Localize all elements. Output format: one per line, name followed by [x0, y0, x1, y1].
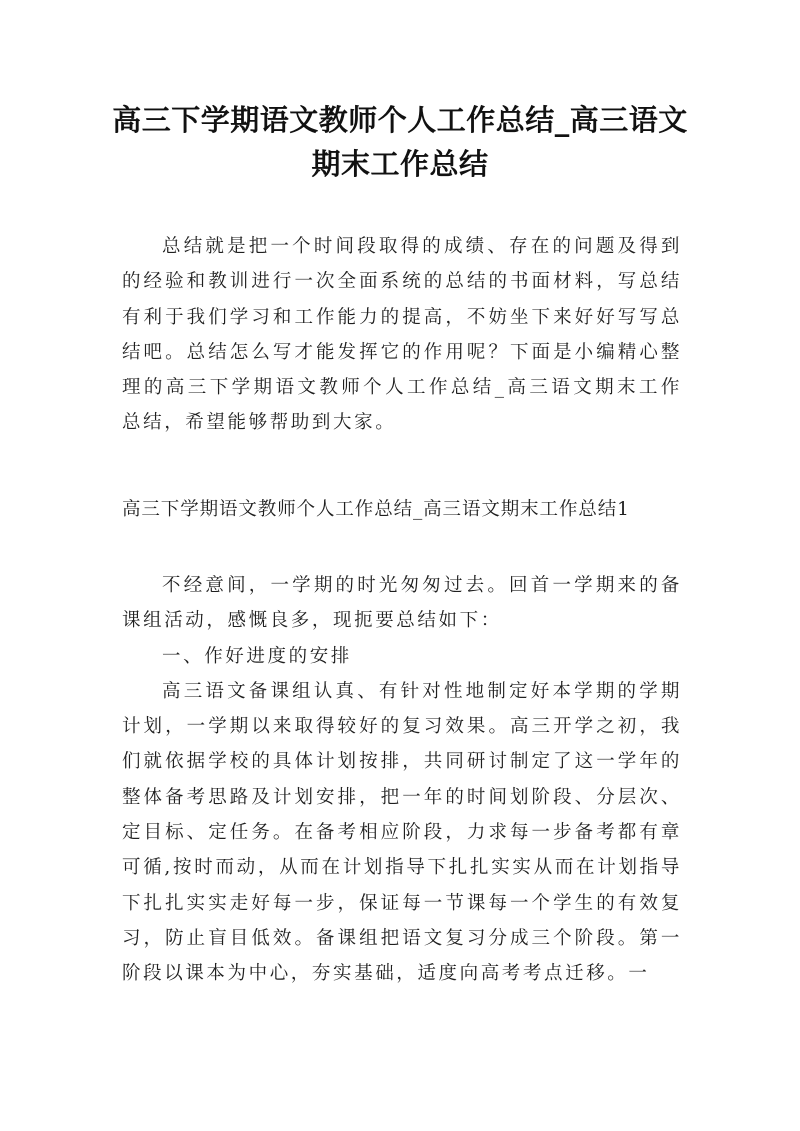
subsection-heading: 一、作好进度的安排	[162, 645, 352, 667]
intro-paragraph	[122, 229, 682, 441]
section-content	[122, 568, 682, 992]
document-title: 高三下学期语文教师个人工作总结_高三语文期末工作总结	[112, 103, 688, 181]
section-heading: 高三下学期语文教师个人工作总结_高三语文期末工作总结1	[122, 499, 630, 520]
body-paragraph-opening: 不经意间，一学期的时光匆匆过去。回首一学期来的备课组活动，感慨良多，现扼要总结如下：	[122, 575, 682, 632]
body-paragraph-plan: 高三语文备课组认真、有针对性地制定好本学期的学期计划，一学期以来取得较好的复习效果。高三开学之初，我们就依据学校的具体计划按排，共同研讨制定了这一学年的整体备考思路及计划安排，把一年的时间划阶段、分层次、定目标、定任务。在备考相应阶段，力求每一步备考都有章可循,按时而动，从而在计划指导下扎扎实实从而在计划指导下扎扎实实走好每一步，保证每一节课每一个学生的有效复习，防止盲目低效。备课组把语文复习分成三个阶段。第一阶段以课本为中心，夯实基础，适度向高考考点迁移。一	[122, 680, 682, 985]
intro-text: 总结就是把一个时间段取得的成绩、存在的问题及得到的经验和教训进行一次全面系统的总结的书面材料，写总结有利于我们学习和工作能力的提高，不妨坐下来好好写写总结吧。总结怎么写才能发挥它的作用呢？下面是小编精心整理的高三下学期语文教师个人工作总结_高三语文期末工作总结，希望能够帮助到大家。	[122, 236, 682, 434]
